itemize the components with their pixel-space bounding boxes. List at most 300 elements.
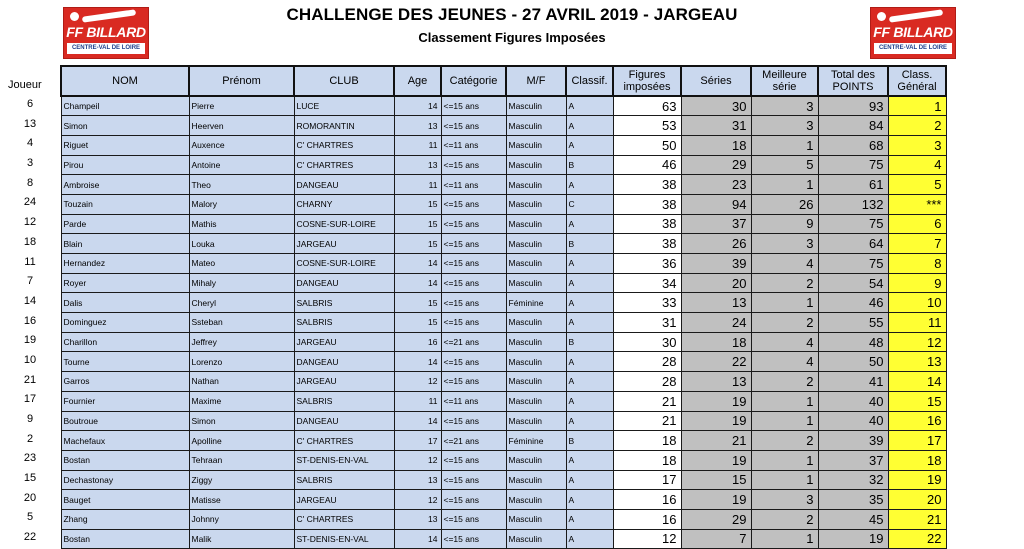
cell-prenom: Pierre (189, 96, 294, 116)
cell-cat: <=11 ans (441, 135, 506, 155)
cell-classif: A (566, 509, 613, 529)
cell-classif: A (566, 352, 613, 372)
column-header-meilleure-serie: Meilleure série (751, 66, 818, 96)
cell-rang: 8 (888, 254, 946, 274)
cell-nom: Machefaux (61, 431, 189, 451)
cell-cat: <=15 ans (441, 194, 506, 214)
cell-figures: 21 (613, 411, 681, 431)
cell-figures: 30 (613, 332, 681, 352)
cell-cat: <=15 ans (441, 254, 506, 274)
cell-cat: <=15 ans (441, 214, 506, 234)
cell-series: 23 (681, 175, 751, 195)
cell-nom: Dominguez (61, 313, 189, 333)
cell-figures: 31 (613, 313, 681, 333)
cell-series: 13 (681, 372, 751, 392)
cell-classif: B (566, 234, 613, 254)
cell-age: 15 (394, 293, 441, 313)
cell-nom: Ambroise (61, 175, 189, 195)
table-row (61, 313, 946, 333)
cell-rang: 12 (888, 332, 946, 352)
cell-meilleure: 2 (751, 273, 818, 293)
cell-mf: Masculin (506, 332, 566, 352)
cell-classif: A (566, 313, 613, 333)
cell-meilleure: 1 (751, 175, 818, 195)
cell-series: 19 (681, 450, 751, 470)
cell-club: C' CHARTRES (294, 135, 394, 155)
cell-classif: A (566, 372, 613, 392)
column-header-nom: NOM (61, 66, 189, 96)
logo-brand: FF BILLARD (873, 24, 953, 40)
cell-meilleure: 1 (751, 529, 818, 549)
cell-rang: 6 (888, 214, 946, 234)
cell-age: 13 (394, 116, 441, 136)
cell-classif: A (566, 254, 613, 274)
cell-series: 15 (681, 470, 751, 490)
cell-club: SALBRIS (294, 470, 394, 490)
cell-figures: 17 (613, 470, 681, 490)
cell-classif: B (566, 332, 613, 352)
table-row (61, 96, 946, 116)
cell-rang: 19 (888, 470, 946, 490)
joueur-id: 9 (26, 413, 34, 425)
cell-total: 35 (818, 490, 888, 510)
cell-prenom: Malik (189, 529, 294, 549)
cell-classif: A (566, 96, 613, 116)
cell-rang: 11 (888, 313, 946, 333)
column-header-series: Séries (681, 66, 751, 96)
table-row (61, 254, 946, 274)
joueur-id: 13 (23, 117, 37, 130)
cell-prenom: Matisse (189, 490, 294, 510)
joueur-id: 19 (23, 334, 37, 347)
cell-prenom: Louka (189, 234, 294, 254)
cell-meilleure: 4 (751, 352, 818, 372)
cell-figures: 36 (613, 254, 681, 274)
cell-cat: <=15 ans (441, 96, 506, 116)
cell-mf: Masculin (506, 450, 566, 470)
joueur-id: 18 (23, 235, 37, 248)
cell-classif: A (566, 273, 613, 293)
cell-nom: Blain (61, 234, 189, 254)
column-header-class-general: Class. Général (888, 66, 946, 96)
table-row (61, 490, 946, 510)
cell-figures: 28 (613, 372, 681, 392)
cell-meilleure: 2 (751, 372, 818, 392)
cell-figures: 63 (613, 96, 681, 116)
cell-cat: <=15 ans (441, 529, 506, 549)
cell-prenom: Mateo (189, 254, 294, 274)
cell-classif: A (566, 135, 613, 155)
cell-prenom: Jeffrey (189, 332, 294, 352)
cell-nom: Simon (61, 116, 189, 136)
cell-series: 24 (681, 313, 751, 333)
table-row (61, 194, 946, 214)
cell-club: ST-DENIS-EN-VAL (294, 450, 394, 470)
cell-mf: Masculin (506, 391, 566, 411)
cell-mf: Masculin (506, 529, 566, 549)
cell-club: C' CHARTRES (294, 509, 394, 529)
cell-classif: B (566, 155, 613, 175)
table-row (61, 391, 946, 411)
cell-club: SALBRIS (294, 293, 394, 313)
cell-age: 16 (394, 332, 441, 352)
joueur-id: 23 (23, 452, 37, 465)
cell-total: 48 (818, 332, 888, 352)
cell-nom: Charillon (61, 332, 189, 352)
joueur-id: 14 (23, 294, 37, 307)
cell-club: CHARNY (294, 194, 394, 214)
cell-prenom: Simon (189, 411, 294, 431)
cell-nom: Garros (61, 372, 189, 392)
cell-series: 18 (681, 332, 751, 352)
cell-series: 18 (681, 135, 751, 155)
billiard-player-icon (889, 9, 943, 22)
joueur-id: 4 (26, 137, 34, 150)
cell-prenom: Malory (189, 194, 294, 214)
cell-series: 20 (681, 273, 751, 293)
cell-mf: Masculin (506, 470, 566, 490)
cell-figures: 18 (613, 450, 681, 470)
cell-nom: Champeil (61, 96, 189, 116)
cell-nom: Royer (61, 273, 189, 293)
cell-club: ROMORANTIN (294, 116, 394, 136)
cell-meilleure: 1 (751, 411, 818, 431)
table-row (61, 175, 946, 195)
cell-rang: 4 (888, 155, 946, 175)
cell-nom: Boutroue (61, 411, 189, 431)
cell-prenom: Johnny (189, 509, 294, 529)
cell-total: 40 (818, 411, 888, 431)
cell-meilleure: 2 (751, 431, 818, 451)
cell-club: COSNE-SUR-LOIRE (294, 254, 394, 274)
cell-meilleure: 26 (751, 194, 818, 214)
ranking-table (60, 65, 947, 549)
cell-rang: *** (888, 194, 946, 214)
cell-mf: Masculin (506, 490, 566, 510)
cell-age: 12 (394, 450, 441, 470)
table-row (61, 509, 946, 529)
cell-rang: 7 (888, 234, 946, 254)
cell-cat: <=15 ans (441, 509, 506, 529)
cell-meilleure: 4 (751, 332, 818, 352)
cell-prenom: Antoine (189, 155, 294, 175)
column-header-club: CLUB (294, 66, 394, 96)
table-header-row (61, 66, 946, 96)
cell-prenom: Cheryl (189, 293, 294, 313)
cell-cat: <=15 ans (441, 116, 506, 136)
cell-age: 12 (394, 490, 441, 510)
table-row (61, 273, 946, 293)
cell-cat: <=11 ans (441, 391, 506, 411)
joueur-id: 11 (24, 255, 36, 268)
cell-age: 13 (394, 155, 441, 175)
cell-series: 31 (681, 116, 751, 136)
cell-prenom: Ziggy (189, 470, 294, 490)
billiard-ball-icon (877, 12, 886, 21)
cell-nom: Dechastonay (61, 470, 189, 490)
cell-age: 12 (394, 372, 441, 392)
joueur-id: 2 (26, 432, 34, 445)
cell-meilleure: 5 (751, 155, 818, 175)
cell-club: C' CHARTRES (294, 155, 394, 175)
cell-series: 19 (681, 490, 751, 510)
cell-club: JARGEAU (294, 372, 394, 392)
cell-rang: 9 (888, 273, 946, 293)
cell-age: 14 (394, 352, 441, 372)
cell-age: 14 (394, 254, 441, 274)
cell-classif: B (566, 431, 613, 451)
cell-nom: Fournier (61, 391, 189, 411)
cell-total: 19 (818, 529, 888, 549)
cell-mf: Masculin (506, 135, 566, 155)
column-header-figures: Figures imposées (613, 66, 681, 96)
cell-cat: <=15 ans (441, 450, 506, 470)
cell-classif: A (566, 490, 613, 510)
cell-nom: Hernandez (61, 254, 189, 274)
cell-cat: <=15 ans (441, 352, 506, 372)
cell-prenom: Auxence (189, 135, 294, 155)
table-row (61, 470, 946, 490)
page-title: CHALLENGE DES JEUNES - 27 AVRIL 2019 - JARGEAU (286, 5, 738, 24)
table-row (61, 411, 946, 431)
cell-club: JARGEAU (294, 234, 394, 254)
cell-series: 29 (681, 155, 751, 175)
cell-meilleure: 3 (751, 116, 818, 136)
cell-figures: 38 (613, 194, 681, 214)
cell-mf: Masculin (506, 313, 566, 333)
logo-region: CENTRE-VAL DE LOIRE (874, 43, 952, 54)
cell-meilleure: 2 (751, 313, 818, 333)
table-row (61, 234, 946, 254)
table-row (61, 116, 946, 136)
cell-mf: Masculin (506, 116, 566, 136)
cell-classif: A (566, 214, 613, 234)
billiard-ball-icon (70, 12, 79, 21)
cell-series: 21 (681, 431, 751, 451)
cell-age: 11 (394, 391, 441, 411)
cell-total: 54 (818, 273, 888, 293)
cell-mf: Masculin (506, 96, 566, 116)
cell-series: 39 (681, 254, 751, 274)
cell-rang: 15 (888, 391, 946, 411)
cell-rang: 18 (888, 450, 946, 470)
cell-nom: Bauget (61, 490, 189, 510)
joueur-id: 16 (23, 314, 37, 327)
column-header-mf: M/F (506, 66, 566, 96)
cell-figures: 18 (613, 431, 681, 451)
cell-cat: <=15 ans (441, 313, 506, 333)
cell-nom: Riguet (61, 135, 189, 155)
cell-rang: 20 (888, 490, 946, 510)
cell-total: 46 (818, 293, 888, 313)
cell-rang: 3 (888, 135, 946, 155)
cell-prenom: Theo (189, 175, 294, 195)
page-subtitle: Classement Figures Imposées (418, 30, 606, 45)
cell-classif: C (566, 194, 613, 214)
cell-mf: Masculin (506, 194, 566, 214)
cell-rang: 1 (888, 96, 946, 116)
cell-age: 15 (394, 313, 441, 333)
joueur-id: 6 (26, 98, 34, 110)
cell-classif: A (566, 411, 613, 431)
column-header-categorie: Catégorie (441, 66, 506, 96)
cell-age: 15 (394, 234, 441, 254)
cell-rang: 14 (888, 372, 946, 392)
cell-cat: <=15 ans (441, 234, 506, 254)
logo-region: CENTRE-VAL DE LOIRE (67, 43, 145, 54)
cell-age: 13 (394, 509, 441, 529)
cell-age: 14 (394, 411, 441, 431)
cell-meilleure: 1 (751, 135, 818, 155)
cell-figures: 34 (613, 273, 681, 293)
cell-figures: 12 (613, 529, 681, 549)
cell-club: SALBRIS (294, 313, 394, 333)
cell-nom: Zhang (61, 509, 189, 529)
cell-classif: A (566, 175, 613, 195)
cell-cat: <=21 ans (441, 431, 506, 451)
cell-mf: Masculin (506, 214, 566, 234)
cell-meilleure: 2 (751, 509, 818, 529)
cell-nom: Bostan (61, 450, 189, 470)
cell-prenom: Maxime (189, 391, 294, 411)
cell-cat: <=15 ans (441, 273, 506, 293)
cell-cat: <=15 ans (441, 470, 506, 490)
cell-rang: 5 (888, 175, 946, 195)
cell-classif: A (566, 391, 613, 411)
cell-rang: 16 (888, 411, 946, 431)
joueur-id: 8 (26, 176, 34, 189)
cell-rang: 17 (888, 431, 946, 451)
cell-club: DANGEAU (294, 411, 394, 431)
cell-club: SALBRIS (294, 391, 394, 411)
cell-mf: Masculin (506, 175, 566, 195)
joueur-id: 5 (26, 511, 34, 524)
cell-classif: A (566, 470, 613, 490)
cell-nom: Parde (61, 214, 189, 234)
billiard-player-icon (82, 9, 136, 22)
cell-age: 14 (394, 529, 441, 549)
joueur-id: 3 (26, 157, 34, 170)
cell-classif: A (566, 116, 613, 136)
cell-age: 14 (394, 96, 441, 116)
table-row (61, 450, 946, 470)
cell-mf: Masculin (506, 372, 566, 392)
cell-classif: A (566, 293, 613, 313)
cell-prenom: Lorenzo (189, 352, 294, 372)
cell-mf: Masculin (506, 411, 566, 431)
joueur-id: 22 (23, 531, 37, 544)
column-header-total-points: Total des POINTS (818, 66, 888, 96)
cell-age: 15 (394, 194, 441, 214)
table-row (61, 214, 946, 234)
cell-club: DANGEAU (294, 352, 394, 372)
table-row (61, 332, 946, 352)
cell-rang: 22 (888, 529, 946, 549)
cell-figures: 28 (613, 352, 681, 372)
cell-series: 13 (681, 293, 751, 313)
cell-age: 11 (394, 135, 441, 155)
cell-nom: Dalis (61, 293, 189, 313)
cell-meilleure: 3 (751, 234, 818, 254)
cell-series: 19 (681, 411, 751, 431)
cell-mf: Masculin (506, 155, 566, 175)
cell-figures: 16 (613, 490, 681, 510)
cell-nom: Pirou (61, 155, 189, 175)
cell-age: 13 (394, 470, 441, 490)
joueur-id: 12 (23, 216, 37, 229)
cell-mf: Féminine (506, 293, 566, 313)
cell-age: 14 (394, 273, 441, 293)
cell-prenom: Ssteban (189, 313, 294, 333)
cell-total: 41 (818, 372, 888, 392)
table-row (61, 529, 946, 549)
joueur-id: 10 (23, 353, 37, 366)
cell-cat: <=15 ans (441, 293, 506, 313)
cell-figures: 53 (613, 116, 681, 136)
ff-billard-logo-left (63, 7, 149, 59)
cell-cat: <=11 ans (441, 175, 506, 195)
cell-cat: <=15 ans (441, 490, 506, 510)
table-row (61, 293, 946, 313)
cell-total: 40 (818, 391, 888, 411)
cell-total: 75 (818, 254, 888, 274)
cell-meilleure: 3 (751, 490, 818, 510)
cell-prenom: Tehraan (189, 450, 294, 470)
cell-total: 68 (818, 135, 888, 155)
cell-total: 45 (818, 509, 888, 529)
cell-figures: 33 (613, 293, 681, 313)
cell-total: 93 (818, 96, 888, 116)
cell-series: 26 (681, 234, 751, 254)
cell-series: 94 (681, 194, 751, 214)
cell-club: DANGEAU (294, 273, 394, 293)
cell-mf: Féminine (506, 431, 566, 451)
joueur-id: 21 (23, 373, 37, 386)
cell-meilleure: 1 (751, 470, 818, 490)
cell-nom: Tourne (61, 352, 189, 372)
cell-figures: 46 (613, 155, 681, 175)
table-row (61, 135, 946, 155)
cell-club: DANGEAU (294, 175, 394, 195)
cell-meilleure: 3 (751, 96, 818, 116)
cell-club: COSNE-SUR-LOIRE (294, 214, 394, 234)
cell-age: 15 (394, 214, 441, 234)
cell-mf: Masculin (506, 254, 566, 274)
cell-club: C' CHARTRES (294, 431, 394, 451)
cell-total: 75 (818, 155, 888, 175)
cell-prenom: Nathan (189, 372, 294, 392)
cell-mf: Masculin (506, 509, 566, 529)
cell-figures: 21 (613, 391, 681, 411)
cell-mf: Masculin (506, 273, 566, 293)
cell-age: 17 (394, 431, 441, 451)
cell-figures: 38 (613, 175, 681, 195)
cell-rang: 2 (888, 116, 946, 136)
cell-meilleure: 9 (751, 214, 818, 234)
cell-prenom: Mathis (189, 214, 294, 234)
cell-series: 30 (681, 96, 751, 116)
joueur-id: 20 (23, 491, 37, 504)
cell-series: 29 (681, 509, 751, 529)
ff-billard-logo-right (870, 7, 956, 59)
cell-cat: <=15 ans (441, 155, 506, 175)
joueur-column-header: Joueur (8, 79, 42, 91)
cell-mf: Masculin (506, 234, 566, 254)
table-row (61, 372, 946, 392)
joueur-id-column (0, 95, 60, 548)
cell-series: 19 (681, 391, 751, 411)
cell-meilleure: 1 (751, 450, 818, 470)
